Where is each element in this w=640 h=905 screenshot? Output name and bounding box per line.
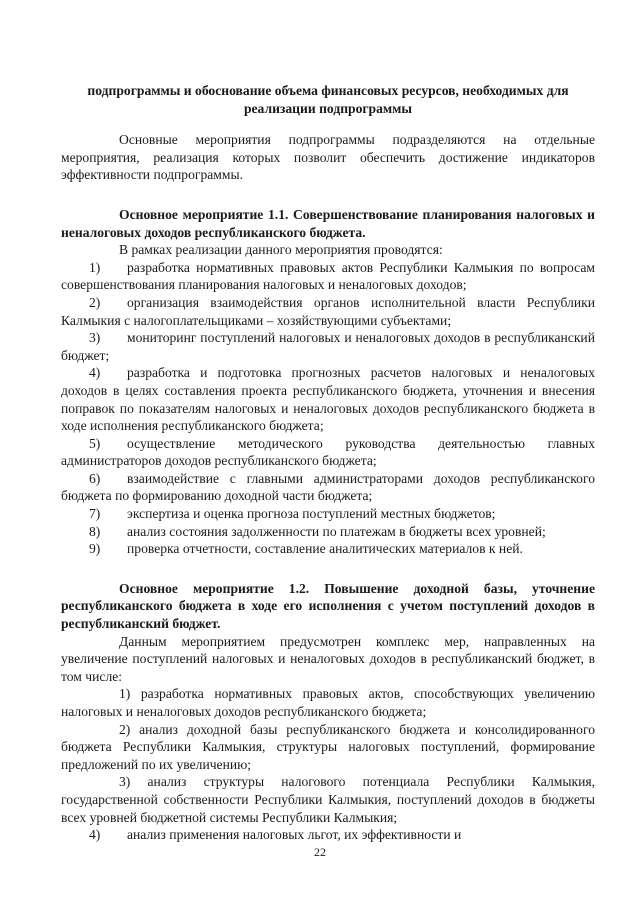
list-item-text: разработка и подготовка прогнозных расчетов налоговых и неналоговых доходов в целях составления проекта республиканского бюджета, уточнения и внесения поправок по показателям налоговых и неналоговых доходов республиканского бюджета в ходе исполнения республиканского бюджета; [61, 365, 595, 434]
list-item: 3) анализ структуры налогового потенциала Республики Калмыкия, государственной собственности Республики Калмыкия, поступлений доходов в бюджеты всех уровней бюджетной системы Республики Калмыкия; [61, 774, 595, 825]
section-1-title: Основное мероприятие 1.1. Совершенствование планирования налоговых и неналоговых доходов республиканского бюджета. [61, 206, 595, 240]
list-item-number: 1) [89, 259, 101, 275]
section-1-lead: В рамках реализации данного мероприятия проводятся: [119, 242, 443, 258]
list-item [61, 364, 595, 434]
list-item [61, 259, 595, 294]
list-item [61, 470, 595, 505]
document-page [61, 82, 595, 844]
document-heading: подпрограммы и обоснование объема финансовых ресурсов, необходимых для реализации подпрограммы [87, 83, 569, 116]
list-item [61, 505, 595, 523]
list-item-text: мониторинг поступлений налоговых и неналоговых доходов в республиканский бюджет; [61, 330, 595, 363]
list-item-text: организация взаимодействия органов исполнительной власти Республики Калмыкия с налогоплательщиками – хозяйствующими субъектами; [61, 294, 595, 328]
intro-paragraph: Основные мероприятия подпрограммы подразделяются на отдельные мероприятия, реализация которых позволит обеспечить достижение индикаторов эффективности подпрограммы. [61, 132, 595, 183]
spacer [61, 558, 595, 580]
list-item-text: взаимодействие с главными администраторами доходов республиканского бюджета по формированию доходной части бюджета; [61, 470, 595, 504]
list-item-text: экспертиза и оценка прогноза поступлений местных бюджетов; [127, 506, 496, 522]
spacer [61, 184, 595, 206]
list-item-number: 4) [89, 827, 101, 843]
list-item-number: 9) [89, 541, 101, 557]
list-item [61, 826, 595, 844]
spacer [61, 117, 595, 131]
list-item [61, 540, 595, 558]
list-item-number: 8) [89, 523, 101, 539]
list-item-text: проверка отчетности, составление аналитических материалов к ней. [127, 541, 523, 557]
section-2-lead: Данным мероприятием предусмотрен комплекс мер, направленных на увеличение поступлений налоговых и неналоговых доходов в республиканский бюджет, в том числе: [61, 633, 595, 684]
page-number: 22 [314, 845, 326, 859]
list-item-text: осуществление методического руководства деятельностью главных администраторов доходов республиканского бюджета; [61, 435, 595, 469]
section-2-title: Основное мероприятие 1.2. Повышение доходной базы, уточнение республиканского бюджета в ходе его исполнения с учетом поступлений доходов в республиканский бюджет. [61, 580, 595, 632]
list-item-number: 3) [89, 330, 101, 346]
list-item-number: 2) [89, 294, 101, 310]
list-item [61, 294, 595, 329]
list-item [61, 329, 595, 364]
list-item-text: анализ состояния задолженности по платежам в бюджеты всех уровней; [127, 523, 546, 539]
list-item-number: 4) [89, 365, 101, 381]
list-item-text: разработка нормативных правовых актов Республики Калмыкия по вопросам совершенствования планирования налоговых и неналоговых доходов; [61, 259, 595, 293]
list-item: 1) разработка нормативных правовых актов, способствующих увеличению налоговых и неналоговых доходов республиканского бюджета; [61, 686, 595, 719]
list-item-text: анализ применения налоговых льгот, их эффективности и [127, 827, 462, 843]
list-item-number: 6) [89, 470, 101, 486]
list-item-number: 5) [89, 435, 101, 451]
list-item [61, 523, 595, 541]
list-item [61, 435, 595, 470]
list-item: 2) анализ доходной базы республиканского бюджета и консолидированного бюджета Республики Калмыкия, структуры налоговых поступлений, формирование предложений по их увеличению; [61, 721, 595, 772]
list-item-number: 7) [89, 506, 101, 522]
